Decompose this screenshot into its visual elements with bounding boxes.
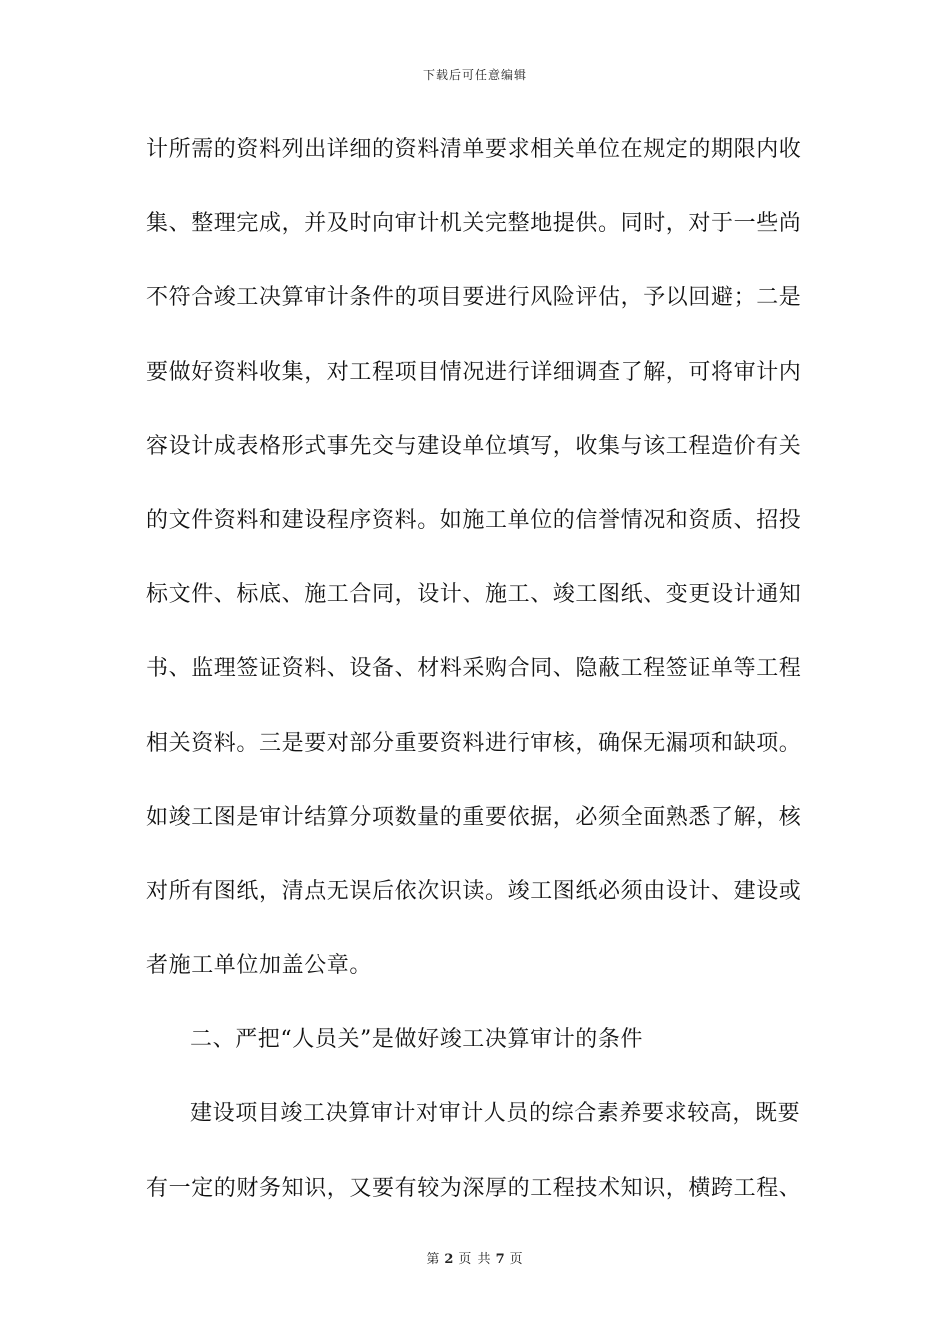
paragraph-first-line: 建设项目竣工决算审计对审计人员的综合素养要求较高，既要	[190, 1101, 801, 1127]
text-line: 对所有图纸，清点无误后依次识读。竣工图纸必须由设计、建设或	[146, 878, 802, 904]
text-line: 要做好资料收集，对工程项目情况进行详细调查了解，可将审计内	[146, 359, 802, 385]
page-number: 2	[444, 1252, 455, 1267]
text-line: 如竣工图是审计结算分项数量的重要依据，必须全面熟悉了解，核	[146, 804, 802, 830]
paragraph-line: 有一定的财务知识，又要有较为深厚的工程技术知识，横跨工程、	[146, 1175, 802, 1201]
text-line: 标文件、标底、施工合同，设计、施工、竣工图纸、变更设计通知	[146, 582, 802, 608]
text-line: 容设计成表格形式事先交与建设单位填写，收集与该工程造价有关	[146, 433, 802, 459]
section-heading: 二、严把“人员关”是做好竣工决算审计的条件	[190, 1027, 644, 1053]
text-line: 的文件资料和建设程序资料。如施工单位的信誉情况和资质、招投	[146, 507, 802, 533]
body-text	[146, 128, 806, 1241]
footer-suffix: 页	[509, 1252, 524, 1267]
text-line: 计所需的资料列出详细的资料清单要求相关单位在规定的期限内收	[146, 137, 802, 162]
header-text: 下载后可任意编辑	[422, 68, 527, 82]
text-line: 不符合竣工决算审计条件的项目要进行风险评估，予以回避；二是	[146, 285, 802, 311]
text-line: 集、整理完成，并及时向审计机关完整地提供。同时，对于一些尚	[146, 211, 802, 237]
footer-middle: 页 共	[458, 1252, 492, 1267]
text-line: 相关资料。三是要对部分重要资料进行审核，确保无漏项和缺项。	[146, 730, 802, 756]
footer-prefix: 第	[426, 1252, 441, 1267]
total-pages: 7	[495, 1252, 506, 1267]
page-footer	[0, 1248, 950, 1267]
text-line: 书、监理签证资料、设备、材料采购合同、隐蔽工程签证单等工程	[146, 656, 802, 682]
text-line: 者施工单位加盖公章。	[146, 953, 373, 979]
page-header	[0, 66, 950, 83]
